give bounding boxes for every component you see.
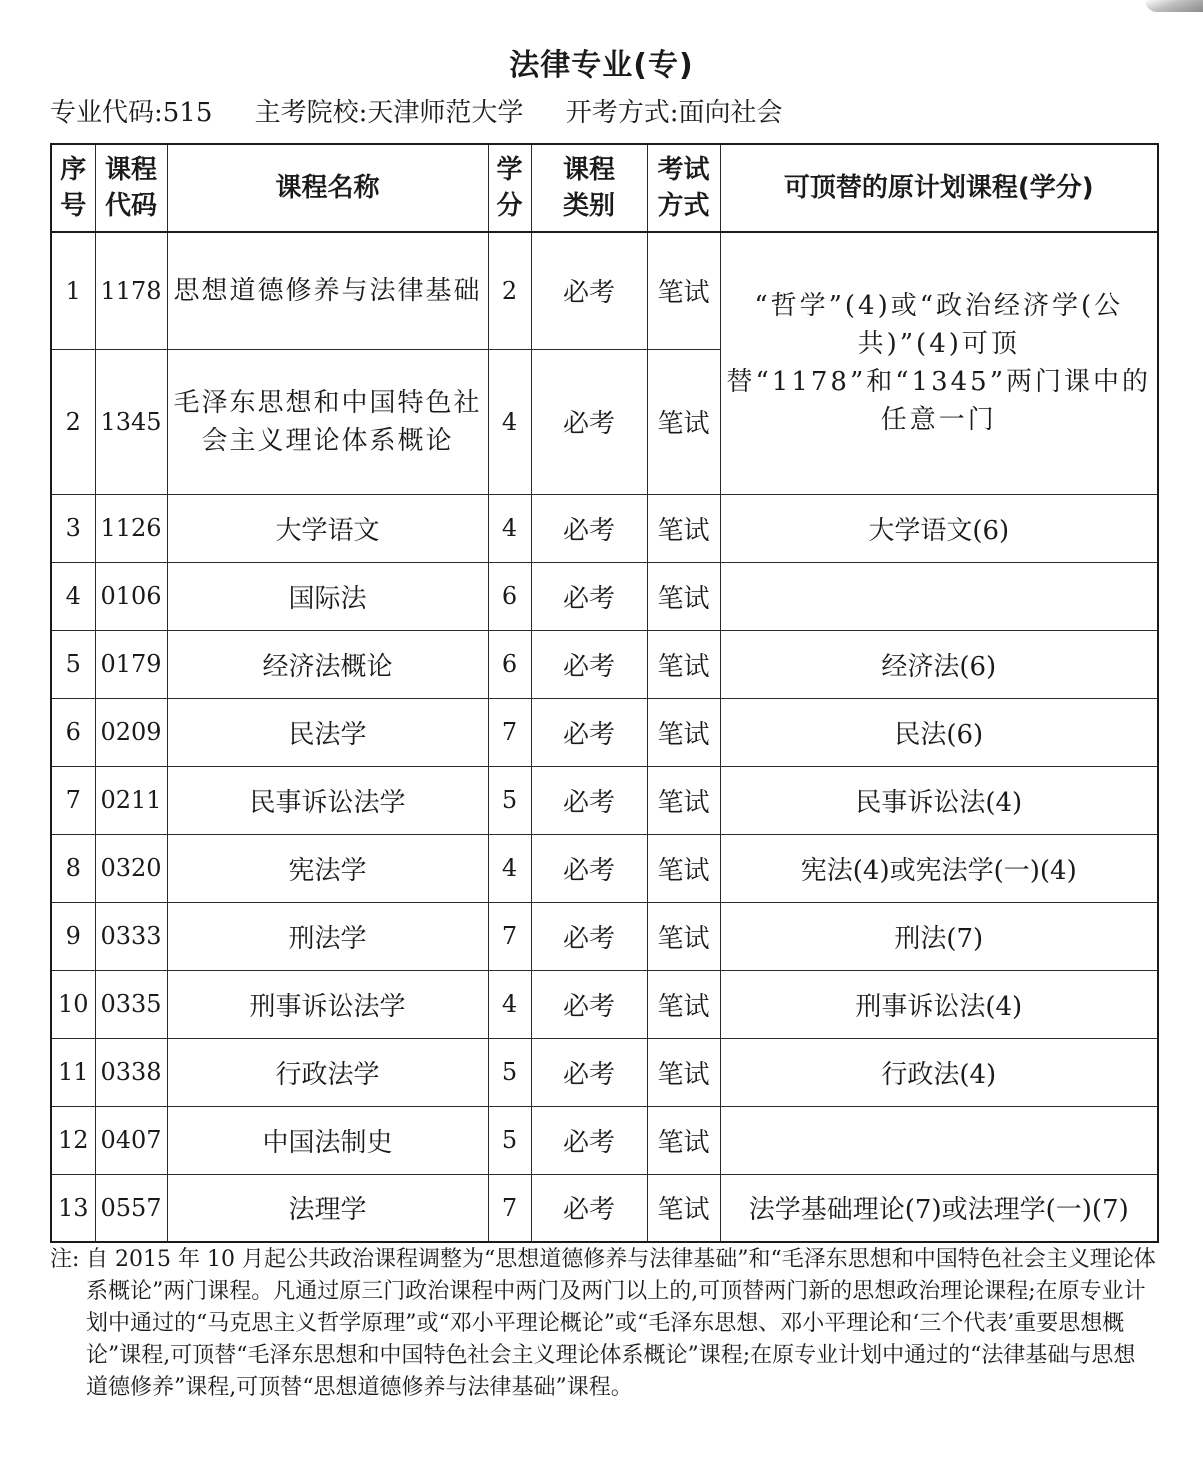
row-name: 法理学	[167, 1174, 488, 1242]
row-name: 经济法概论	[167, 630, 488, 698]
row-name: 行政法学	[167, 1038, 488, 1106]
row-seq: 6	[51, 698, 95, 766]
row-credit: 2	[488, 232, 531, 349]
header-exam-mode: 考试 方式	[647, 144, 720, 232]
row-exam: 笔试	[647, 349, 720, 494]
row-replacement: 法学基础理论(7)或法理学(一)(7)	[720, 1174, 1158, 1242]
row-seq: 2	[51, 349, 95, 494]
row-replacement	[720, 562, 1158, 630]
row-exam: 笔试	[647, 1038, 720, 1106]
row-exam: 笔试	[647, 562, 720, 630]
table-row	[51, 834, 1158, 902]
footnote-text: 自 2015 年 10 月起公共政治课程调整为“思想道德修养与法律基础”和“毛泽东思想和中国特色社会主义理论体系概论”两门课程。凡通过原三门政治课程中两门及两门以上的,可顶替两门新的思想政治理论课程;在原专业计划中通过的“马克思主义哲学原理”或“邓小平理论概论”或“毛泽东思想、邓小平理论和‘三个代表’重要思想概论”课程,可顶替“毛泽东思想和中国特色社会主义理论体系概论”课程;在原专业计划中通过的“法律基础与思想道德修养”课程,可顶替“思想道德修养与法律基础”课程。	[86, 1247, 1156, 1400]
row-replacement	[720, 1106, 1158, 1174]
row-replacement: 民法(6)	[720, 698, 1158, 766]
row-seq: 4	[51, 562, 95, 630]
row-code: 0407	[95, 1106, 167, 1174]
table-row	[51, 494, 1158, 562]
row-seq: 9	[51, 902, 95, 970]
row-replacement: 刑事诉讼法(4)	[720, 970, 1158, 1038]
table-row	[51, 1174, 1158, 1242]
row-credit: 5	[488, 766, 531, 834]
header-credit: 学 分	[488, 144, 531, 232]
table-row	[51, 1106, 1158, 1174]
row-credit: 4	[488, 494, 531, 562]
row-type: 必考	[531, 1038, 647, 1106]
row-name: 毛泽东思想和中国特色社会主义理论体系概论	[167, 349, 488, 494]
row-code: 0338	[95, 1038, 167, 1106]
row-type: 必考	[531, 562, 647, 630]
row-credit: 4	[488, 349, 531, 494]
footnote-label: 注:	[50, 1247, 80, 1272]
row-credit: 7	[488, 902, 531, 970]
header-course-code: 课程 代码	[95, 144, 167, 232]
row-seq: 13	[51, 1174, 95, 1242]
row-credit: 4	[488, 834, 531, 902]
header-seq: 序 号	[51, 144, 95, 232]
row-type: 必考	[531, 698, 647, 766]
row-name: 中国法制史	[167, 1106, 488, 1174]
row-name: 刑事诉讼法学	[167, 970, 488, 1038]
row-replacement: 大学语文(6)	[720, 494, 1158, 562]
row-exam: 笔试	[647, 1174, 720, 1242]
row-exam: 笔试	[647, 630, 720, 698]
row-credit: 6	[488, 630, 531, 698]
row-code: 0335	[95, 970, 167, 1038]
row-replacement: 经济法(6)	[720, 630, 1158, 698]
row-type: 必考	[531, 766, 647, 834]
row-seq: 11	[51, 1038, 95, 1106]
row-type: 必考	[531, 970, 647, 1038]
row-exam: 笔试	[647, 1106, 720, 1174]
page-corner-mark	[1145, 0, 1203, 12]
row-code: 0209	[95, 698, 167, 766]
table-row	[51, 232, 1158, 349]
row-seq: 8	[51, 834, 95, 902]
major-code: 专业代码:515	[50, 98, 213, 128]
row-replacement-merged: “哲学”(4)或“政治经济学(公共)”(4)可顶替“1178”和“1345”两门课中的任意一门	[720, 232, 1158, 494]
row-replacement: 民事诉讼法(4)	[720, 766, 1158, 834]
exam-school: 主考院校:天津师范大学	[254, 98, 524, 128]
row-exam: 笔试	[647, 834, 720, 902]
table-row	[51, 970, 1158, 1038]
row-name: 国际法	[167, 562, 488, 630]
row-exam: 笔试	[647, 494, 720, 562]
row-code: 1345	[95, 349, 167, 494]
row-type: 必考	[531, 1174, 647, 1242]
row-name: 思想道德修养与法律基础	[167, 232, 488, 349]
row-name: 大学语文	[167, 494, 488, 562]
header-course-type: 课程 类别	[531, 144, 647, 232]
row-code: 1178	[95, 232, 167, 349]
row-replacement: 宪法(4)或宪法学(一)(4)	[720, 834, 1158, 902]
row-name: 刑法学	[167, 902, 488, 970]
row-credit: 5	[488, 1106, 531, 1174]
row-type: 必考	[531, 349, 647, 494]
row-code: 0557	[95, 1174, 167, 1242]
row-seq: 1	[51, 232, 95, 349]
row-credit: 4	[488, 970, 531, 1038]
row-replacement: 行政法(4)	[720, 1038, 1158, 1106]
row-code: 0333	[95, 902, 167, 970]
row-credit: 7	[488, 1174, 531, 1242]
row-type: 必考	[531, 630, 647, 698]
table-row	[51, 698, 1158, 766]
row-seq: 10	[51, 970, 95, 1038]
row-name: 宪法学	[167, 834, 488, 902]
page-title: 法律专业(专)	[509, 48, 694, 83]
row-credit: 6	[488, 562, 531, 630]
footnote	[50, 1244, 1157, 1404]
table-row	[51, 902, 1158, 970]
row-seq: 3	[51, 494, 95, 562]
row-type: 必考	[531, 1106, 647, 1174]
table-row	[51, 766, 1158, 834]
row-name: 民事诉讼法学	[167, 766, 488, 834]
row-seq: 5	[51, 630, 95, 698]
row-seq: 12	[51, 1106, 95, 1174]
row-exam: 笔试	[647, 232, 720, 349]
row-exam: 笔试	[647, 902, 720, 970]
row-code: 0179	[95, 630, 167, 698]
major-meta	[50, 92, 816, 129]
row-type: 必考	[531, 834, 647, 902]
header-course-name: 课程名称	[167, 144, 488, 232]
course-table	[50, 143, 1159, 1243]
row-type: 必考	[531, 902, 647, 970]
row-code: 0320	[95, 834, 167, 902]
exam-mode: 开考方式:面向社会	[565, 98, 783, 128]
row-exam: 笔试	[647, 766, 720, 834]
row-code: 1126	[95, 494, 167, 562]
row-credit: 5	[488, 1038, 531, 1106]
row-replacement: 刑法(7)	[720, 902, 1158, 970]
table-row	[51, 1038, 1158, 1106]
row-code: 0106	[95, 562, 167, 630]
table-row	[51, 630, 1158, 698]
row-exam: 笔试	[647, 698, 720, 766]
row-type: 必考	[531, 494, 647, 562]
table-row	[51, 562, 1158, 630]
row-seq: 7	[51, 766, 95, 834]
row-type: 必考	[531, 232, 647, 349]
row-exam: 笔试	[647, 970, 720, 1038]
row-credit: 7	[488, 698, 531, 766]
row-code: 0211	[95, 766, 167, 834]
row-name: 民法学	[167, 698, 488, 766]
header-replacement: 可顶替的原计划课程(学分)	[720, 144, 1158, 232]
table-header-row	[51, 144, 1158, 232]
